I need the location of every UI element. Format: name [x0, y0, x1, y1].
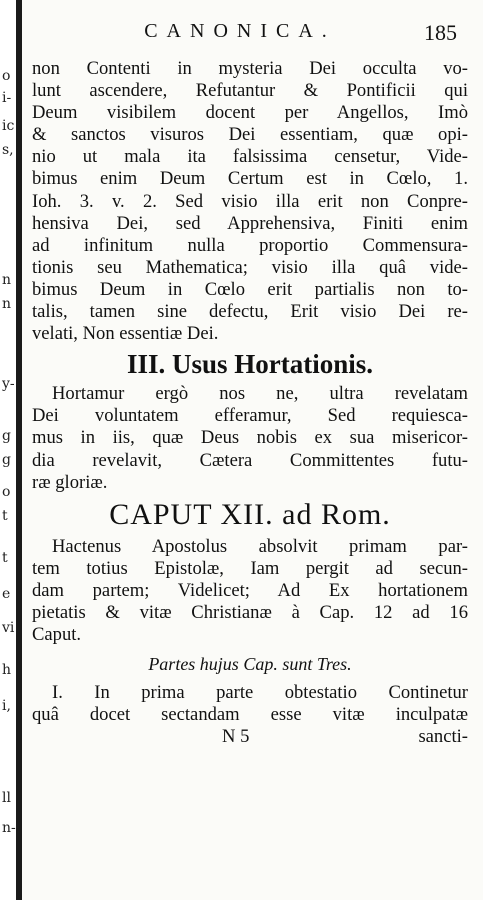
- gutter-mark: t: [2, 508, 8, 524]
- text-line: mus in iis, quæ Deus nobis ex sua misericor-: [32, 427, 468, 449]
- gutter-mark: s,: [2, 142, 14, 158]
- text-line: Hortamur ergò nos ne, ultra revelatam: [52, 383, 468, 405]
- paragraph-prima-pars: [32, 682, 468, 726]
- gutter-mark: n: [2, 296, 12, 312]
- gutter-mark: y-: [2, 376, 15, 392]
- text-line: Ioh. 3. v. 2. Sed visio illa erit non Conpre-: [32, 190, 468, 212]
- gutter-mark: o: [2, 484, 11, 500]
- text-line: tionis seu Mathematica; visio illa quâ vide-: [32, 256, 468, 278]
- text-line: velati, Non essentiæ Dei.: [32, 323, 219, 345]
- gutter-mark: n: [2, 272, 12, 288]
- text-line: dam partem; Videlicet; Ad Ex hortationem: [32, 579, 468, 601]
- main-text: [32, 58, 468, 748]
- text-line: Deum visibilem docent per Angellos, Imò: [32, 102, 468, 124]
- page-footer: [32, 726, 468, 748]
- text-line: quâ docet sectandam esse vitæ inculpatæ: [32, 704, 468, 726]
- gutter-mark: e: [2, 586, 11, 602]
- text-line: lunt ascendere, Refutantur & Pontificii qui: [32, 80, 468, 102]
- gutter-mark: vi: [2, 620, 15, 636]
- text-line: & sanctos visuros Dei essentiam, quæ opi-: [32, 124, 468, 146]
- text-line: Dei voluntatem efferamur, Sed requiesca-: [32, 405, 468, 427]
- text-line: hensiva Dei, sed Apprehensiva, Finiti enim: [32, 212, 468, 234]
- text-line: ræ gloriæ.: [32, 471, 108, 493]
- paragraph-hactenus: [32, 536, 468, 646]
- text-line: bimus enim Deum Certum est in Cœlo, 1.: [32, 168, 468, 190]
- catchword: sancti-: [418, 726, 468, 748]
- gutter-mark: i,: [2, 698, 11, 714]
- gutter-mark: h: [2, 662, 12, 678]
- gutter-mark: n-: [2, 820, 16, 836]
- text-line: Hactenus Apostolus absolvit primam par-: [52, 535, 468, 557]
- gutter-mark: g: [2, 428, 11, 444]
- text-line: bimus Deum in Cœlo erit partialis non to-: [32, 278, 468, 300]
- running-head: CANONICA.: [144, 20, 336, 42]
- paragraph-hortatio: [32, 383, 468, 493]
- text-line: tem totius Epistolæ, Iam pergit ad secun-: [32, 557, 468, 579]
- gutter-mark: ic: [2, 118, 15, 134]
- binding-gutter: [0, 0, 22, 900]
- section-heading-usus: III. Usus Hortationis.: [126, 349, 374, 380]
- signature-mark: N 5: [222, 726, 250, 748]
- page-number: 185: [424, 20, 457, 45]
- gutter-mark: o: [2, 68, 11, 84]
- paragraph-continuation: [32, 58, 468, 345]
- gutter-mark: i-: [2, 90, 12, 106]
- gutter-mark: g: [2, 452, 11, 468]
- text-line: ad infinitum nulla proportio Commensura-: [32, 234, 468, 256]
- gutter-mark: t: [2, 550, 8, 566]
- text-line: Caput.: [32, 624, 82, 646]
- text-line: nio ut mala ita falsissima censetur, Vide-: [32, 146, 468, 168]
- gutter-mark: ll: [2, 790, 11, 806]
- text-line: talis, tamen sine defectu, Erit visio Dei re-: [32, 301, 468, 323]
- text-line: dia revelavit, Cætera Committentes futu-: [32, 449, 468, 471]
- chapter-heading: CAPUT XII. ad Rom.: [109, 497, 391, 531]
- text-line: non Contenti in mysteria Dei occulta vo-: [32, 58, 468, 79]
- subheading-partes: Partes hujus Cap. sunt Tres.: [148, 654, 352, 675]
- text-line: pietatis & vitæ Christianæ à Cap. 12 ad 16: [32, 601, 468, 623]
- text-line: I. In prima parte obtestatio Continetur: [52, 682, 468, 704]
